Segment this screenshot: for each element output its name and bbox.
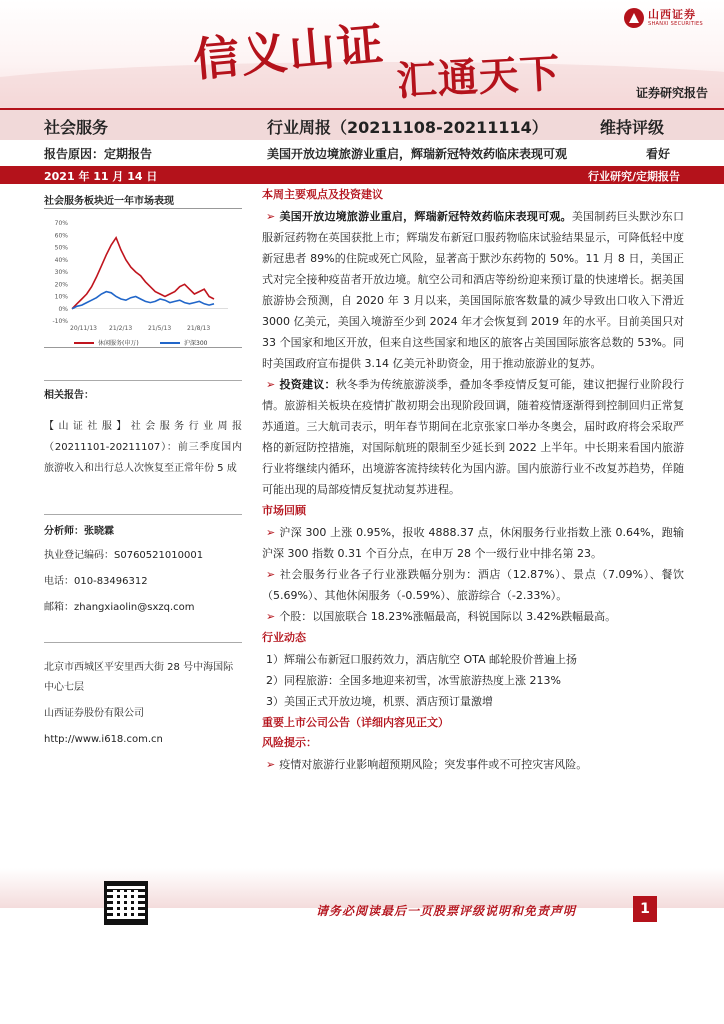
divider bbox=[44, 380, 242, 381]
report-title: 行业周报（20211108-20211114） bbox=[267, 118, 548, 137]
legend-label-1: 休闲服务(申万) bbox=[98, 340, 139, 347]
y-tick-label: 40% bbox=[54, 256, 68, 264]
summary-lead: 美国开放边境旅游业重启，辉瑞新冠特效药临床表现可观。 bbox=[279, 210, 572, 223]
news-item-1: 1）辉瑞公布新冠口服药效力，酒店航空 OTA 邮轮股价普遍上扬 bbox=[266, 653, 578, 666]
y-tick-label: 50% bbox=[54, 244, 68, 252]
market-item-3 bbox=[262, 606, 684, 627]
advice-lead: 投资建议： bbox=[279, 378, 336, 391]
y-tick-label: 0% bbox=[58, 305, 68, 313]
report-headline: 美国开放边境旅游业重启，辉瑞新冠特效药临床表现可观 bbox=[267, 147, 568, 161]
paragraph-advice bbox=[262, 374, 684, 500]
company-info bbox=[44, 658, 242, 750]
section-title-announcements: 重要上市公司公告（详细内容见正文） bbox=[262, 716, 449, 729]
y-tick-label: 70% bbox=[54, 220, 68, 227]
x-tick-label: 21/5/13 bbox=[148, 325, 172, 332]
sector-name: 社会服务 bbox=[44, 118, 109, 137]
header-row-main bbox=[0, 108, 724, 140]
header-row-reason bbox=[0, 140, 724, 166]
risk-item bbox=[262, 754, 684, 775]
analyst-name: 分析师：张晓霖 bbox=[44, 526, 114, 537]
arrow-bullet-icon: ➢ bbox=[266, 568, 276, 581]
summary-text: 美国制药巨头默沙东口服新冠药物在英国获批上市；辉瑞发布新冠口服药物临床试验结果显示，可降低轻中度新冠患者 89%的住院或死亡风险，显著高于默沙东药物的 50%。11 月 8 日，美国正式对完全接种疫苗者开放边境。航空公司和酒店等纷纷迎来预订量的快速增长。据美国旅游协会预测，自 2020 年 3 月以来，美国国际旅客数量的减少导致出口收入下滑近 3000 亿美元，美国入境游至少到 2024 年才会恢复到 2019 年的水平。目前美国只对 33 个国家和地区开放，但来自这些国家和地区的旅客占美国国际旅客总数的 53%。同时美国政府宣布提供 3.14 亿美元补助资金，用于推动旅游业的复苏。 bbox=[262, 210, 685, 370]
related-label: 相关报告： bbox=[44, 390, 94, 401]
main-content bbox=[262, 186, 684, 775]
x-tick-label: 20/11/13 bbox=[70, 325, 97, 332]
market-item-2 bbox=[262, 564, 684, 606]
phone-number: 电话：010-83496312 bbox=[44, 576, 148, 587]
section-title-risk: 风险提示： bbox=[262, 736, 317, 749]
divider bbox=[44, 514, 242, 515]
slogan-part2: 汇通天下 bbox=[395, 49, 562, 106]
brand-logo bbox=[624, 6, 710, 32]
arrow-bullet-icon: ➢ bbox=[266, 210, 276, 223]
x-tick-label: 21/2/13 bbox=[109, 325, 133, 332]
x-tick-label: 21/8/13 bbox=[187, 325, 211, 332]
arrow-bullet-icon: ➢ bbox=[266, 526, 276, 539]
risk-text: 疫情对旅游行业影响超预期风险；突发事件或不可控灾害风险。 bbox=[279, 758, 588, 771]
market-chart bbox=[44, 208, 242, 348]
related-reports bbox=[44, 386, 242, 479]
y-tick-label: -10% bbox=[52, 318, 68, 325]
market-text-1: 沪深 300 上涨 0.95%，报收 4888.37 点，休闲服务行业指数上涨 0.64%，跑输沪深 300 指数 0.31 个百分点，在申万 28 个一级行业中排名第 23。 bbox=[262, 526, 684, 560]
paragraph-summary bbox=[262, 206, 684, 374]
market-text-2: 社会服务行业各子行业涨跌幅分别为：酒店（12.87%）、景点（7.09%）、餐饮（5.69%）、其他休闲服务（-0.59%）、旅游综合（-2.33%）。 bbox=[262, 568, 684, 602]
qr-code-icon bbox=[104, 881, 148, 925]
rating-value: 看好 bbox=[646, 147, 671, 161]
y-tick-label: 20% bbox=[54, 281, 68, 289]
y-tick-label: 30% bbox=[54, 269, 68, 276]
report-date: 2021 年 11 月 14 日 bbox=[44, 170, 158, 183]
series-line-1 bbox=[72, 238, 214, 309]
report-type: 证券研究报告 bbox=[635, 86, 708, 100]
market-text-3: 个股：以国旅联合 18.23%涨幅最高，科锐国际以 3.42%跌幅最高。 bbox=[279, 610, 617, 623]
section-title-views: 本周主要观点及投资建议 bbox=[262, 188, 383, 201]
section-title-news: 行业动态 bbox=[262, 631, 306, 644]
brand-name-en: SHANXI SECURITIES bbox=[648, 21, 703, 27]
chart-svg bbox=[44, 209, 242, 349]
company-website[interactable]: http://www.i618.com.cn bbox=[44, 734, 163, 745]
header-row-date bbox=[0, 166, 724, 184]
disclaimer-text: 请务必阅读最后一页股票评级说明和免责声明 bbox=[316, 904, 577, 918]
license-number: 执业登记编码：S0760521010001 bbox=[44, 550, 204, 561]
email-address[interactable]: 邮箱：zhangxiaolin@sxzq.com bbox=[44, 602, 195, 613]
brand-name-cn: 山西证券 bbox=[648, 8, 696, 21]
arrow-bullet-icon: ➢ bbox=[266, 378, 276, 391]
y-tick-label: 60% bbox=[54, 232, 68, 240]
series-line-2 bbox=[72, 292, 214, 309]
page-number: 1 bbox=[633, 896, 657, 922]
y-tick-label: 10% bbox=[54, 293, 68, 301]
company-address: 北京市西城区平安里西大街 28 号中海国际中心七层 bbox=[44, 662, 234, 693]
chart-title: 社会服务板块近一年市场表现 bbox=[44, 196, 174, 207]
arrow-bullet-icon: ➢ bbox=[266, 758, 276, 771]
divider bbox=[44, 642, 242, 643]
report-reason: 报告原因：定期报告 bbox=[44, 147, 153, 161]
report-category: 行业研究/定期报告 bbox=[587, 170, 680, 183]
related-report-link[interactable]: 【山证社服】社会服务行业周报（20211101-20211107）：前三季度国内旅游收入和出行总人次恢复至正常年份 5 成 bbox=[44, 421, 242, 474]
news-item-2: 2）同程旅游：全国多地迎来初雪，冰雪旅游热度上涨 213% bbox=[266, 674, 561, 687]
legend-label-2: 沪深300 bbox=[184, 340, 208, 347]
arrow-bullet-icon: ➢ bbox=[266, 610, 276, 623]
section-title-market: 市场回顾 bbox=[262, 504, 306, 517]
news-item-3: 3）美国正式开放边境，机票、酒店预订量激增 bbox=[266, 695, 493, 708]
top-banner bbox=[0, 0, 724, 108]
slogan-part1: 信义山证 bbox=[191, 16, 388, 88]
advice-text: 秋冬季为传统旅游淡季，叠加冬季疫情反复可能，建议把握行业阶段行情。旅游相关板块在疫情扩散初期会出现阶段回调，随着疫情逐渐得到控制回归正常复苏通道。三大航司表示，明年春节期间在北京张家口举办冬奥会，届时政府将会采取严格的新冠防控措施，对国际航班的限制至少延长到 2022 上半年。中长期来看国内旅游行业将继续内循环，出境游客流持续转化为国内游。国内旅游行业不改复苏趋势，佯随可能出现的局部疫情反复扰动复苏进程。 bbox=[262, 378, 685, 496]
company-name: 山西证券股份有限公司 bbox=[44, 708, 144, 719]
brand-mark-icon bbox=[624, 8, 644, 28]
rating-label: 维持评级 bbox=[600, 118, 665, 137]
analyst-info bbox=[44, 522, 242, 618]
market-item-1 bbox=[262, 522, 684, 564]
